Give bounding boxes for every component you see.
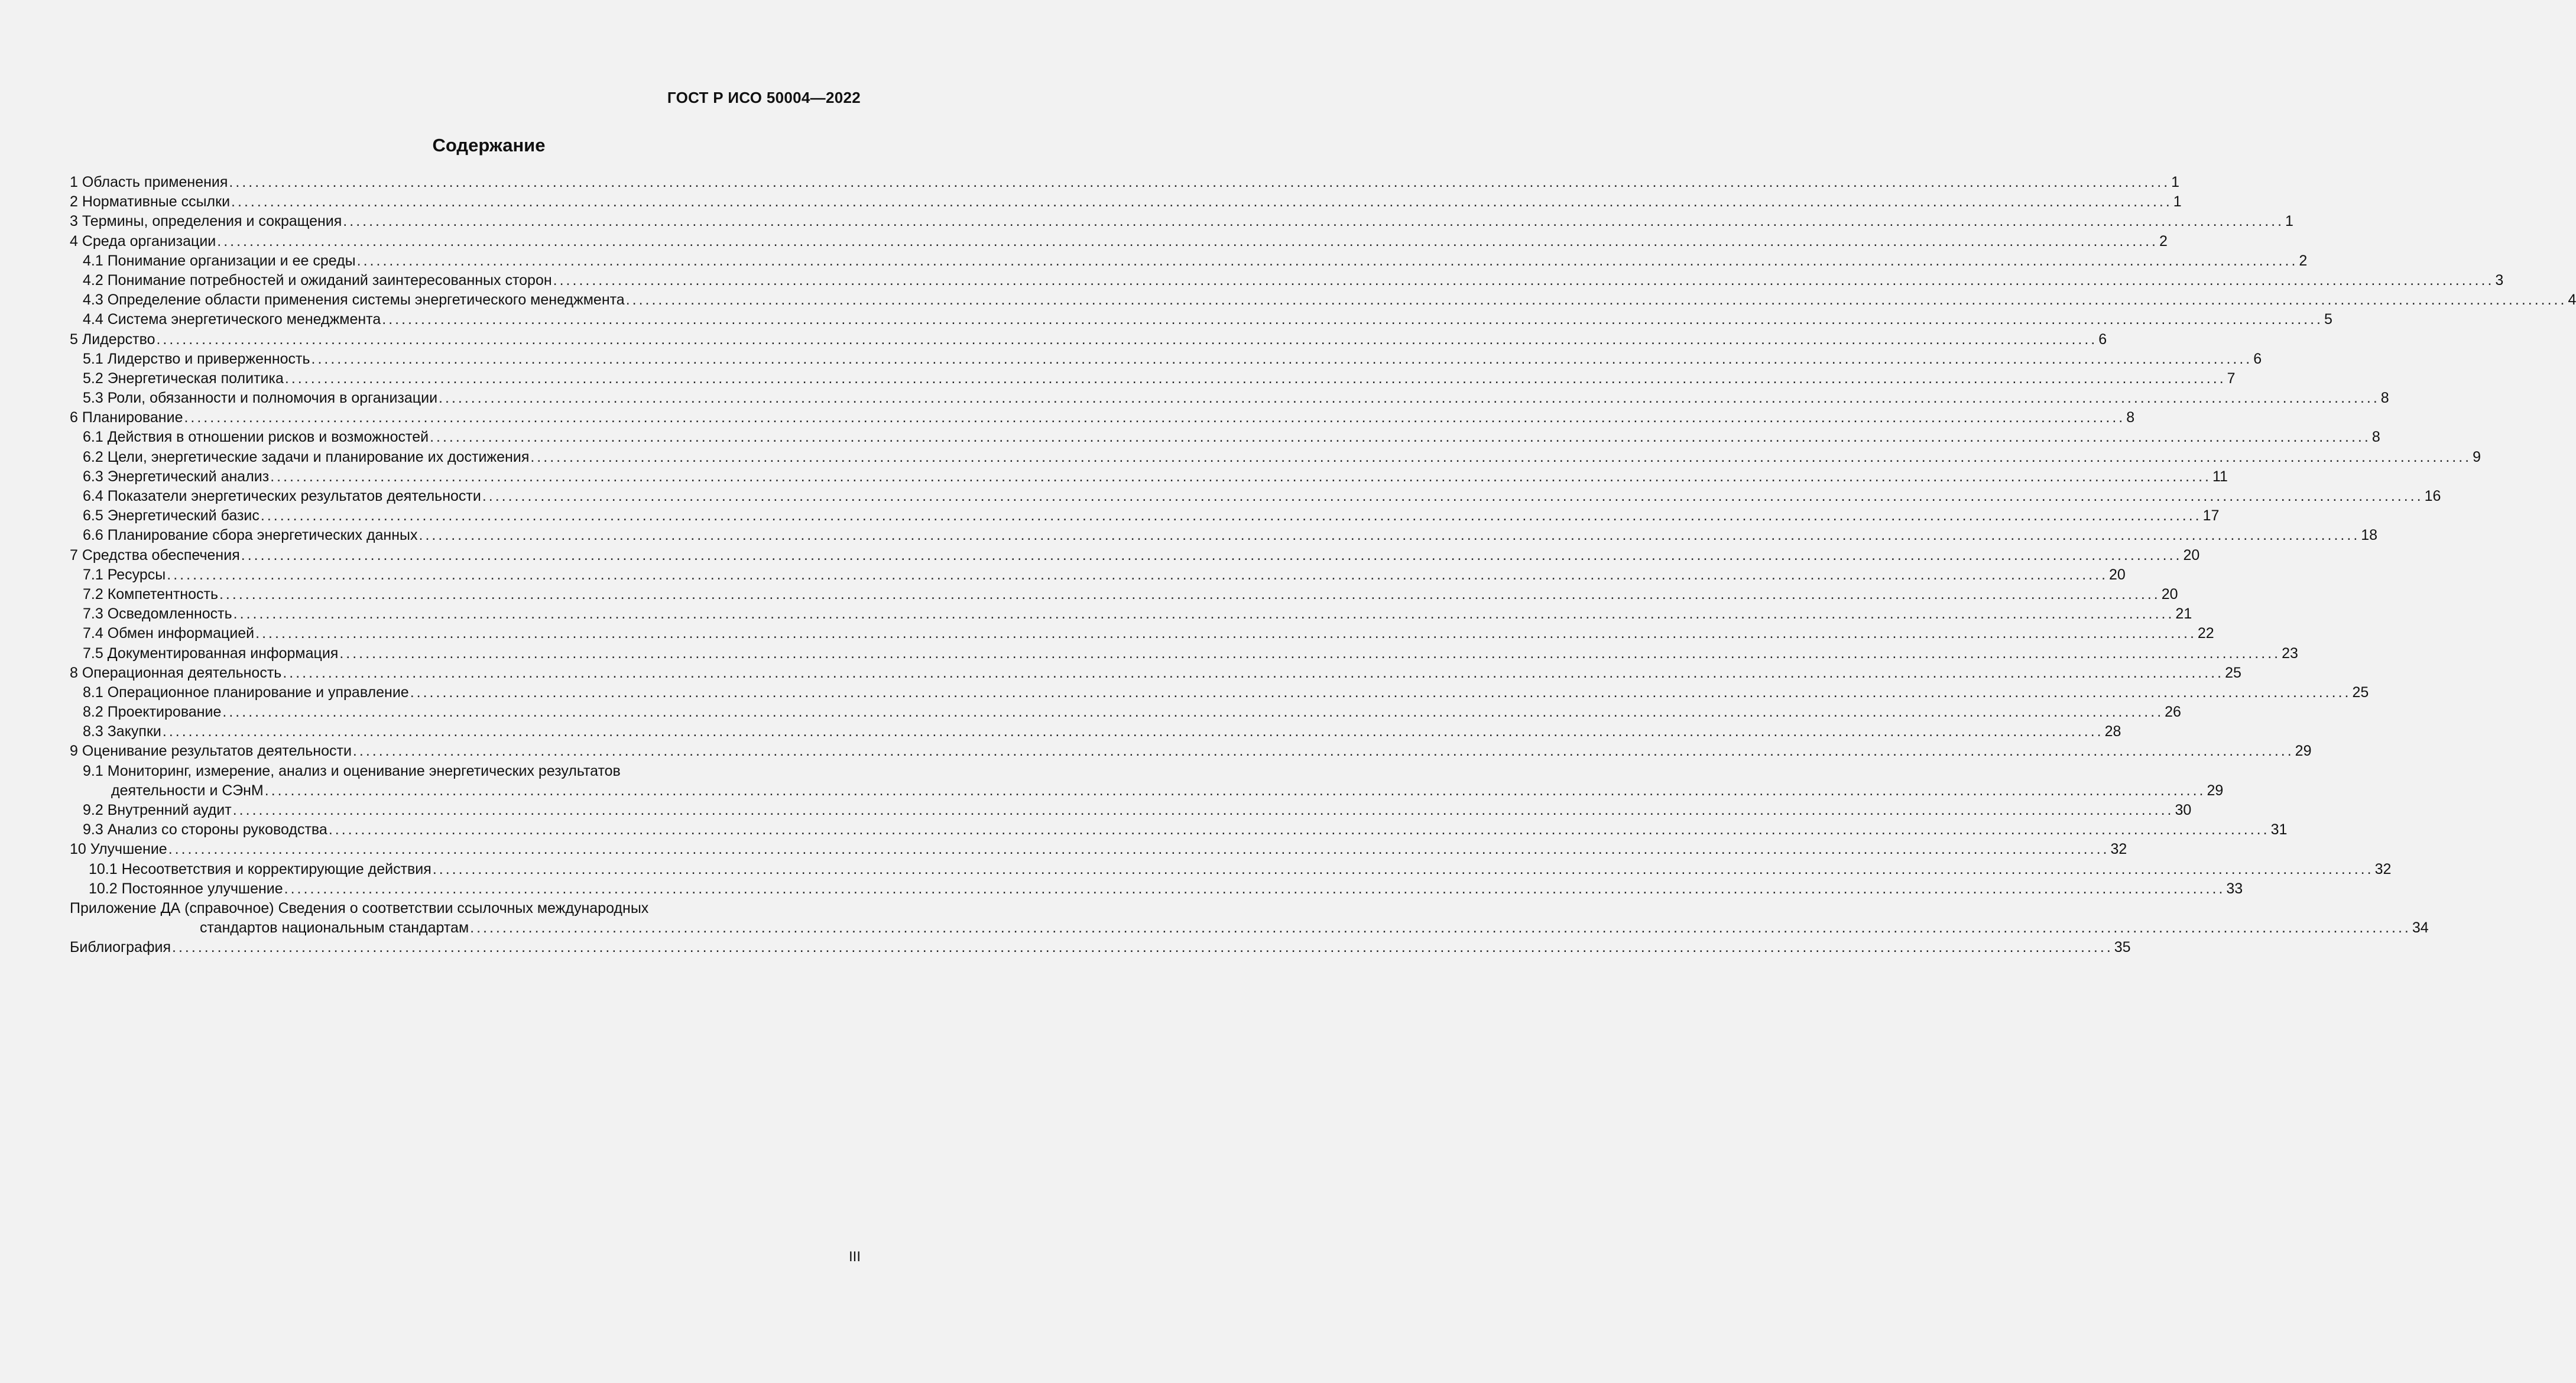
toc-leader-dots: ............................................................................................................................................................................................................................................................................................................ (352, 743, 2294, 760)
toc-entry-page: 32 (2374, 860, 2392, 877)
toc-leader-dots: ............................................................................................................................................................................................................................................................................................................ (382, 311, 2324, 328)
toc-entry-label: 6.6 Планирование сбора энергетических данных (83, 527, 418, 544)
toc-entry-label: 7 Средства обеспечения (70, 546, 240, 563)
toc-entry[interactable] (70, 683, 2369, 702)
toc-entry[interactable] (70, 801, 2192, 820)
toc-entry-multiline[interactable] (70, 762, 861, 781)
toc-entry[interactable] (70, 467, 2228, 487)
toc-entry-label: Приложение ДА (справочное) Сведения о соответствии ссылочных международных (70, 899, 649, 916)
toc-entry-label: 4 Среда организации (70, 232, 216, 250)
toc-entry[interactable] (70, 840, 2127, 859)
toc-entry-page: 17 (2202, 507, 2220, 524)
toc-entry[interactable] (70, 585, 2178, 604)
toc-leader-dots: ............................................................................................................................................................................................................................................................................................................ (156, 331, 2098, 348)
toc-entry-continuation[interactable] (70, 781, 2224, 801)
toc-entry[interactable] (70, 212, 2293, 231)
toc-leader-dots: ............................................................................................................................................................................................................................................................................................................ (625, 292, 2567, 309)
toc-entry[interactable] (70, 251, 2308, 271)
toc-entry[interactable] (70, 349, 2262, 369)
toc-leader-dots: ............................................................................................................................................................................................................................................................................................................ (232, 802, 2174, 818)
toc-entry[interactable] (70, 644, 2298, 663)
toc-entry-page: 11 (2212, 468, 2228, 485)
toc-entry-label: 2 Нормативные ссылки (70, 193, 231, 210)
toc-entry-page: 1 (2173, 193, 2182, 210)
toc-entry-label: 7.5 Документированная информация (83, 644, 339, 662)
toc-entry[interactable] (70, 938, 2131, 957)
toc-entry-label-continuation: деятельности и СЭнМ (111, 782, 264, 799)
toc-entry-label: 8 Операционная деятельность (70, 664, 282, 681)
toc-leader-dots: ............................................................................................................................................................................................................................................................................................................ (231, 193, 2172, 210)
toc-entry[interactable] (70, 565, 2126, 585)
toc-entry-label: 4.3 Определение области применения системы энергетического менеджмента (83, 292, 625, 309)
toc-entry-label: 9.2 Внутренний аудит (83, 802, 232, 818)
toc-entry-label: 6.2 Цели, энергетические задачи и планирование их достижения (83, 448, 530, 465)
toc-entry-label: 7.4 Обмен информацией (83, 625, 255, 642)
toc-leader-dots: ............................................................................................................................................................................................................................................................................................................ (270, 468, 2211, 485)
toc-entry-page: 8 (2126, 409, 2135, 426)
toc-leader-dots: ............................................................................................................................................................................................................................................................................................................ (217, 232, 2159, 250)
toc-entry[interactable] (70, 741, 2312, 761)
toc-entry-page: 35 (2114, 939, 2131, 956)
toc-entry-page: 6 (2098, 331, 2107, 348)
toc-leader-dots: ............................................................................................................................................................................................................................................................................................................ (530, 448, 2472, 465)
table-of-contents (70, 173, 2576, 958)
toc-entry-label: 4.1 Понимание организации и ее среды (83, 252, 356, 269)
toc-leader-dots: ............................................................................................................................................................................................................................................................................................................ (222, 704, 2164, 721)
toc-entry-page: 7 (2227, 370, 2236, 387)
toc-entry-page: 26 (2165, 704, 2181, 721)
toc-entry-label: 6.5 Энергетический базис (83, 507, 259, 524)
toc-entry-page: 25 (2352, 684, 2369, 701)
toc-entry[interactable] (70, 526, 2378, 545)
toc-entry-page: 1 (2171, 174, 2180, 190)
toc-leader-dots: ............................................................................................................................................................................................................................................................................................................ (284, 880, 2225, 897)
toc-entry-page: 20 (2161, 585, 2178, 603)
toc-entry-page: 21 (2175, 605, 2192, 623)
toc-entry[interactable] (70, 820, 2288, 840)
toc-entry[interactable] (70, 330, 2107, 349)
toc-entry-multiline[interactable] (70, 899, 861, 918)
toc-entry-continuation[interactable] (70, 918, 2429, 938)
toc-entry-page: 3 (2495, 271, 2504, 289)
toc-leader-dots: ............................................................................................................................................................................................................................................................................................................ (168, 841, 2110, 858)
toc-entry-page: 30 (2175, 802, 2192, 818)
toc-entry-page: 5 (2324, 311, 2332, 328)
document-header: ГОСТ Р ИСО 50004—2022 (667, 89, 861, 106)
toc-leader-dots: ............................................................................................................................................................................................................................................................................................................ (219, 585, 2160, 603)
toc-entry-label: 8.3 Закупки (83, 723, 161, 740)
toc-entry-page: 4 (2568, 292, 2576, 309)
toc-leader-dots: ............................................................................................................................................................................................................................................................................................................ (167, 566, 2108, 583)
toc-entry[interactable] (70, 546, 2200, 565)
toc-entry[interactable] (70, 369, 2236, 388)
toc-entry-label: 4.4 Система энергетического менеджмента (83, 311, 381, 328)
toc-leader-dots: ............................................................................................................................................................................................................................................................................................................ (229, 174, 2171, 190)
toc-leader-dots: ............................................................................................................................................................................................................................................................................................................ (255, 625, 2197, 642)
toc-entry-page: 8 (2380, 390, 2389, 407)
toc-entry[interactable] (70, 624, 2214, 643)
toc-entry-page: 34 (2412, 919, 2429, 937)
toc-entry[interactable] (70, 290, 2576, 310)
toc-entry-page: 31 (2270, 821, 2288, 838)
toc-leader-dots: ............................................................................................................................................................................................................................................................................................................ (553, 271, 2494, 289)
toc-entry-label: 1 Область применения (70, 174, 228, 190)
toc-entry-page: 29 (2207, 782, 2224, 799)
toc-entry-label: 5.3 Роли, обязанности и полномочия в организации (83, 390, 438, 407)
toc-entry-label: 6 Планирование (70, 409, 183, 426)
toc-leader-dots: ............................................................................................................................................................................................................................................................................................................ (162, 723, 2104, 740)
toc-entry-label: 6.3 Энергетический анализ (83, 468, 270, 485)
toc-entry-label: 7.1 Ресурсы (83, 566, 166, 583)
toc-entry-page: 18 (2361, 527, 2378, 544)
toc-entry-page: 28 (2104, 723, 2121, 740)
toc-entry-label-continuation: стандартов национальным стандартам (200, 919, 469, 937)
toc-entry-page: 23 (2282, 644, 2298, 662)
toc-entry-label: 4.2 Понимание потребностей и ожиданий заинтересованных сторон (83, 271, 552, 289)
page-number: III (848, 1249, 861, 1265)
toc-entry[interactable] (70, 192, 2182, 212)
toc-leader-dots: ............................................................................................................................................................................................................................................................................................................ (356, 252, 2298, 269)
toc-leader-dots: ............................................................................................................................................................................................................................................................................................................ (184, 409, 2126, 426)
toc-entry-page: 20 (2183, 546, 2200, 563)
toc-entry[interactable] (70, 702, 2181, 722)
toc-entry[interactable] (70, 879, 2243, 899)
toc-leader-dots: ............................................................................................................................................................................................................................................................................................................ (264, 782, 2206, 799)
toc-leader-dots: ............................................................................................................................................................................................................................................................................................................ (328, 821, 2270, 838)
toc-entry-label: 6.1 Действия в отношении рисков и возможностей (83, 429, 429, 446)
toc-entry[interactable] (70, 487, 2441, 506)
toc-leader-dots: ............................................................................................................................................................................................................................................................................................................ (439, 390, 2380, 407)
toc-entry-label: 10.1 Несоответствия и корректирующие действия (89, 860, 432, 877)
toc-entry-label: 8.1 Операционное планирование и управление (83, 684, 409, 701)
toc-leader-dots: ............................................................................................................................................................................................................................................................................................................ (241, 546, 2182, 563)
toc-entry-label: 6.4 Показатели энергетических результатов деятельности (83, 488, 481, 504)
toc-entry[interactable] (70, 506, 2220, 526)
toc-entry-page: 20 (2109, 566, 2126, 583)
toc-leader-dots: ............................................................................................................................................................................................................................................................................................................ (311, 350, 2253, 367)
toc-entry-page: 9 (2473, 448, 2481, 465)
toc-entry-label: 7.2 Компетентность (83, 585, 218, 603)
toc-entry-label: 5.1 Лидерство и приверженность (83, 350, 310, 367)
toc-entry-page: 32 (2110, 841, 2127, 858)
toc-entry-page: 25 (2225, 664, 2241, 681)
toc-leader-dots: ............................................................................................................................................................................................................................................................................................................ (470, 919, 2411, 937)
toc-entry-page: 1 (2285, 213, 2293, 230)
toc-entry-label: 9.1 Мониторинг, измерение, анализ и оценивание энергетических результатов (83, 762, 621, 779)
toc-entry-label: 9 Оценивание результатов деятельности (70, 743, 352, 760)
toc-entry-label: 8.2 Проектирование (83, 704, 222, 721)
toc-entry-label: 7.3 Осведомленность (83, 605, 232, 623)
toc-entry[interactable] (70, 448, 2481, 467)
toc-leader-dots: ............................................................................................................................................................................................................................................................................................................ (283, 664, 2224, 681)
toc-entry[interactable] (70, 663, 2241, 683)
toc-entry-page: 33 (2226, 880, 2243, 897)
toc-leader-dots: ............................................................................................................................................................................................................................................................................................................ (339, 644, 2281, 662)
toc-entry[interactable] (70, 232, 2168, 251)
toc-entry-page: 2 (2299, 252, 2308, 269)
toc-entry-label: 9.3 Анализ со стороны руководства (83, 821, 327, 838)
toc-entry-page: 6 (2253, 350, 2262, 367)
toc-entry-label: 5 Лидерство (70, 331, 155, 348)
toc-entry-page: 8 (2371, 429, 2380, 446)
toc-entry[interactable] (70, 271, 2504, 290)
toc-leader-dots: ............................................................................................................................................................................................................................................................................................................ (284, 370, 2226, 387)
toc-entry[interactable] (70, 310, 2332, 329)
toc-entry-page: 29 (2295, 743, 2312, 760)
toc-entry[interactable] (70, 860, 2392, 879)
toc-entry-label: 10.2 Постоянное улучшение (89, 880, 283, 897)
toc-entry[interactable] (70, 722, 2121, 741)
toc-entry[interactable] (70, 388, 2389, 408)
toc-entry[interactable] (70, 427, 2380, 447)
toc-entry[interactable] (70, 604, 2192, 624)
toc-entry[interactable] (70, 408, 2135, 427)
page-title: Содержание (432, 135, 546, 156)
toc-entry-label: 5.2 Энергетическая политика (83, 370, 284, 387)
toc-leader-dots: ............................................................................................................................................................................................................................................................................................................ (432, 860, 2374, 877)
toc-leader-dots: ............................................................................................................................................................................................................................................................................................................ (260, 507, 2202, 524)
toc-entry-page: 22 (2197, 625, 2214, 642)
toc-entry-page: 16 (2424, 488, 2441, 504)
toc-leader-dots: ............................................................................................................................................................................................................................................................................................................ (343, 213, 2285, 230)
toc-leader-dots: ............................................................................................................................................................................................................................................................................................................ (430, 429, 2371, 446)
toc-entry[interactable] (70, 173, 2180, 192)
toc-entry-label: 10 Улучшение (70, 841, 167, 858)
toc-leader-dots: ............................................................................................................................................................................................................................................................................................................ (233, 605, 2175, 623)
toc-leader-dots: ............................................................................................................................................................................................................................................................................................................ (418, 527, 2360, 544)
toc-leader-dots: ............................................................................................................................................................................................................................................................................................................ (482, 488, 2423, 504)
toc-entry-page: 2 (2159, 232, 2168, 250)
toc-entry-label: Библиография (70, 939, 171, 956)
toc-leader-dots: ............................................................................................................................................................................................................................................................................................................ (410, 684, 2351, 701)
toc-entry-label: 3 Термины, определения и сокращения (70, 213, 342, 230)
toc-leader-dots: ............................................................................................................................................................................................................................................................................................................ (172, 939, 2113, 956)
